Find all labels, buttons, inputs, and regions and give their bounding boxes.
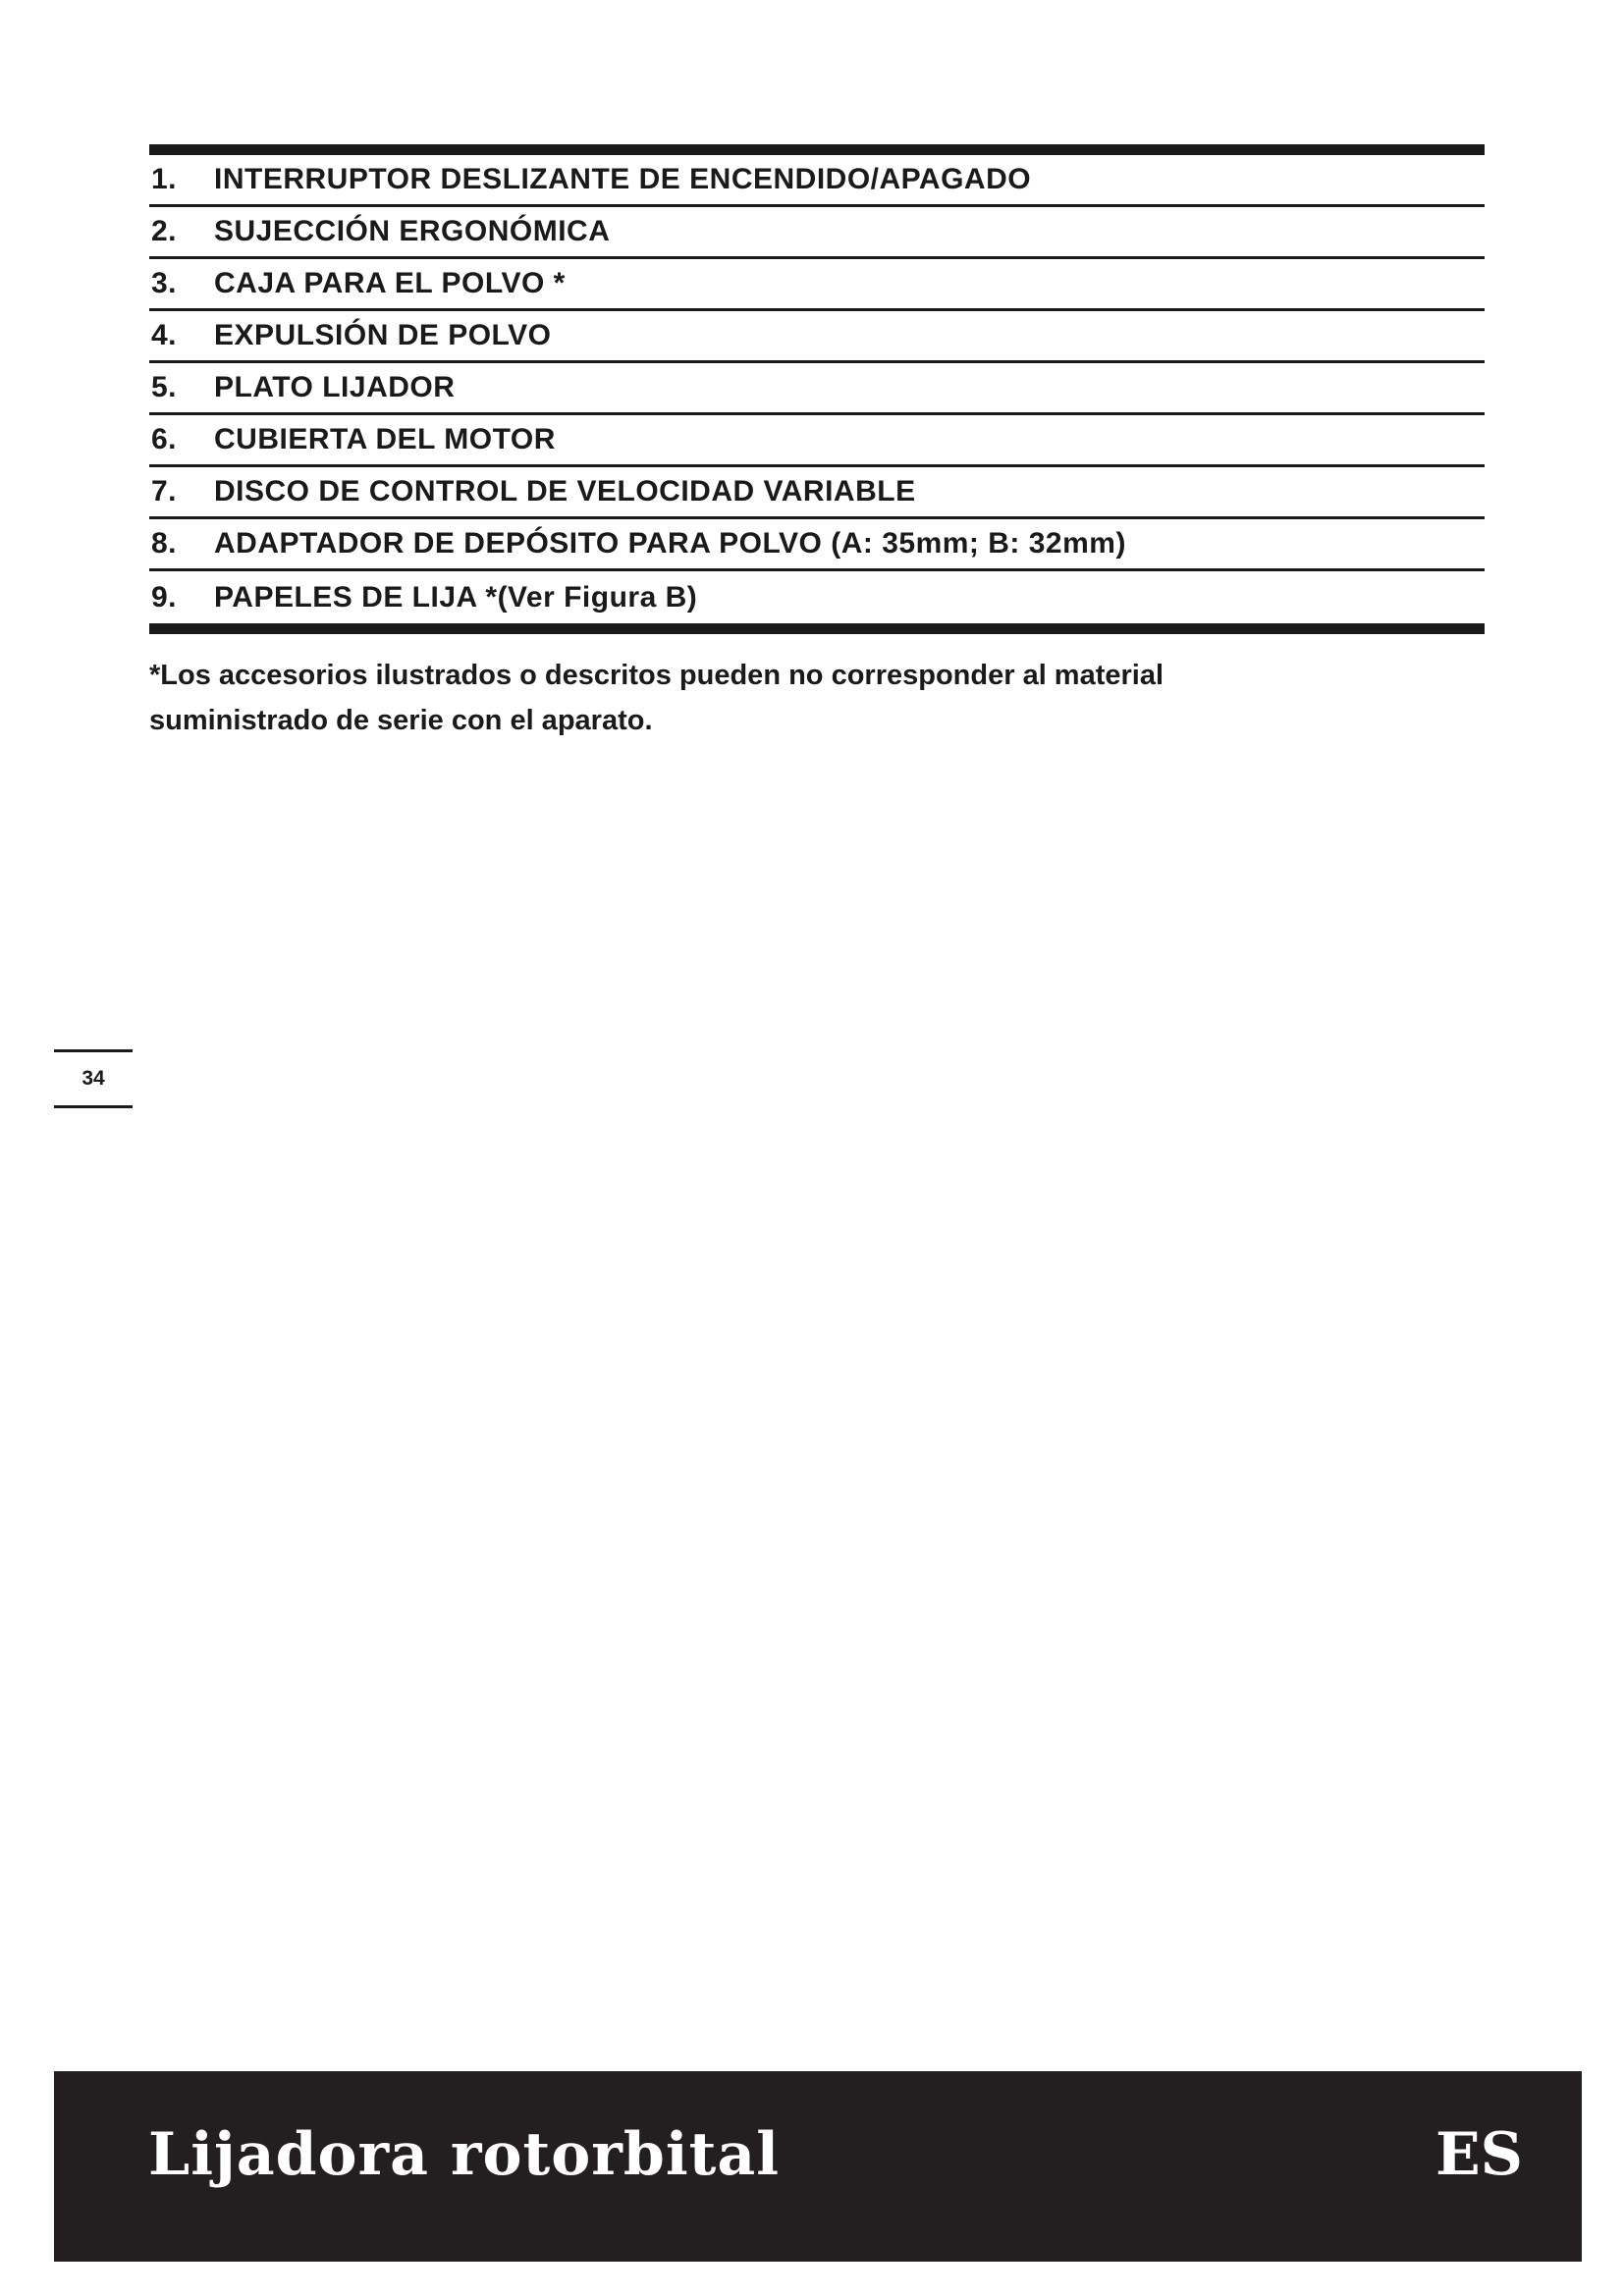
item-label: PLATO LIJADOR	[214, 371, 456, 403]
item-number: 3.	[151, 267, 178, 299]
item-label: CUBIERTA DEL MOTOR	[214, 423, 556, 455]
item-number: 6.	[151, 423, 178, 455]
list-item	[149, 311, 1485, 363]
list-item	[149, 207, 1485, 259]
item-label: SUJECCIÓN ERGONÓMICA	[214, 215, 611, 247]
page-number	[54, 1049, 133, 1108]
item-number: 8.	[151, 527, 178, 560]
item-label: ADAPTADOR DE DEPÓSITO PARA POLVO (A: 35mm; B: 32mm)	[214, 527, 1126, 560]
page-number-text: 34	[81, 1067, 105, 1090]
product-title: Lijadora rotorbital	[148, 2120, 781, 2189]
item-number: 1.	[151, 163, 178, 195]
item-label: EXPULSIÓN DE POLVO	[214, 319, 552, 351]
footer-banner	[54, 2071, 1582, 2262]
item-label: DISCO DE CONTROL DE VELOCIDAD VARIABLE	[214, 475, 916, 507]
item-label: CAJA PARA EL POLVO *	[214, 267, 566, 299]
list-item	[149, 259, 1485, 311]
item-number: 7.	[151, 475, 178, 507]
list-item	[149, 155, 1485, 207]
language-code: ES	[1435, 2120, 1523, 2189]
list-item	[149, 571, 1485, 623]
parts-list	[149, 144, 1485, 634]
item-label: INTERRUPTOR DESLIZANTE DE ENCENDIDO/APAGADO	[214, 163, 1032, 195]
list-item	[149, 363, 1485, 415]
item-number: 9.	[151, 580, 178, 614]
list-item	[149, 415, 1485, 467]
accessories-footnote	[149, 653, 1426, 743]
item-number: 2.	[151, 215, 178, 247]
footnote-line-1: *Los accesorios ilustrados o descritos pueden no corresponder al material	[149, 660, 1164, 691]
list-item	[149, 519, 1485, 571]
item-number: 5.	[151, 371, 178, 403]
footnote-line-2: suministrado de serie con el aparato.	[149, 705, 653, 736]
item-label: PAPELES DE LIJA *(Ver Figura B)	[214, 580, 698, 614]
item-number: 4.	[151, 319, 178, 351]
list-item	[149, 467, 1485, 519]
